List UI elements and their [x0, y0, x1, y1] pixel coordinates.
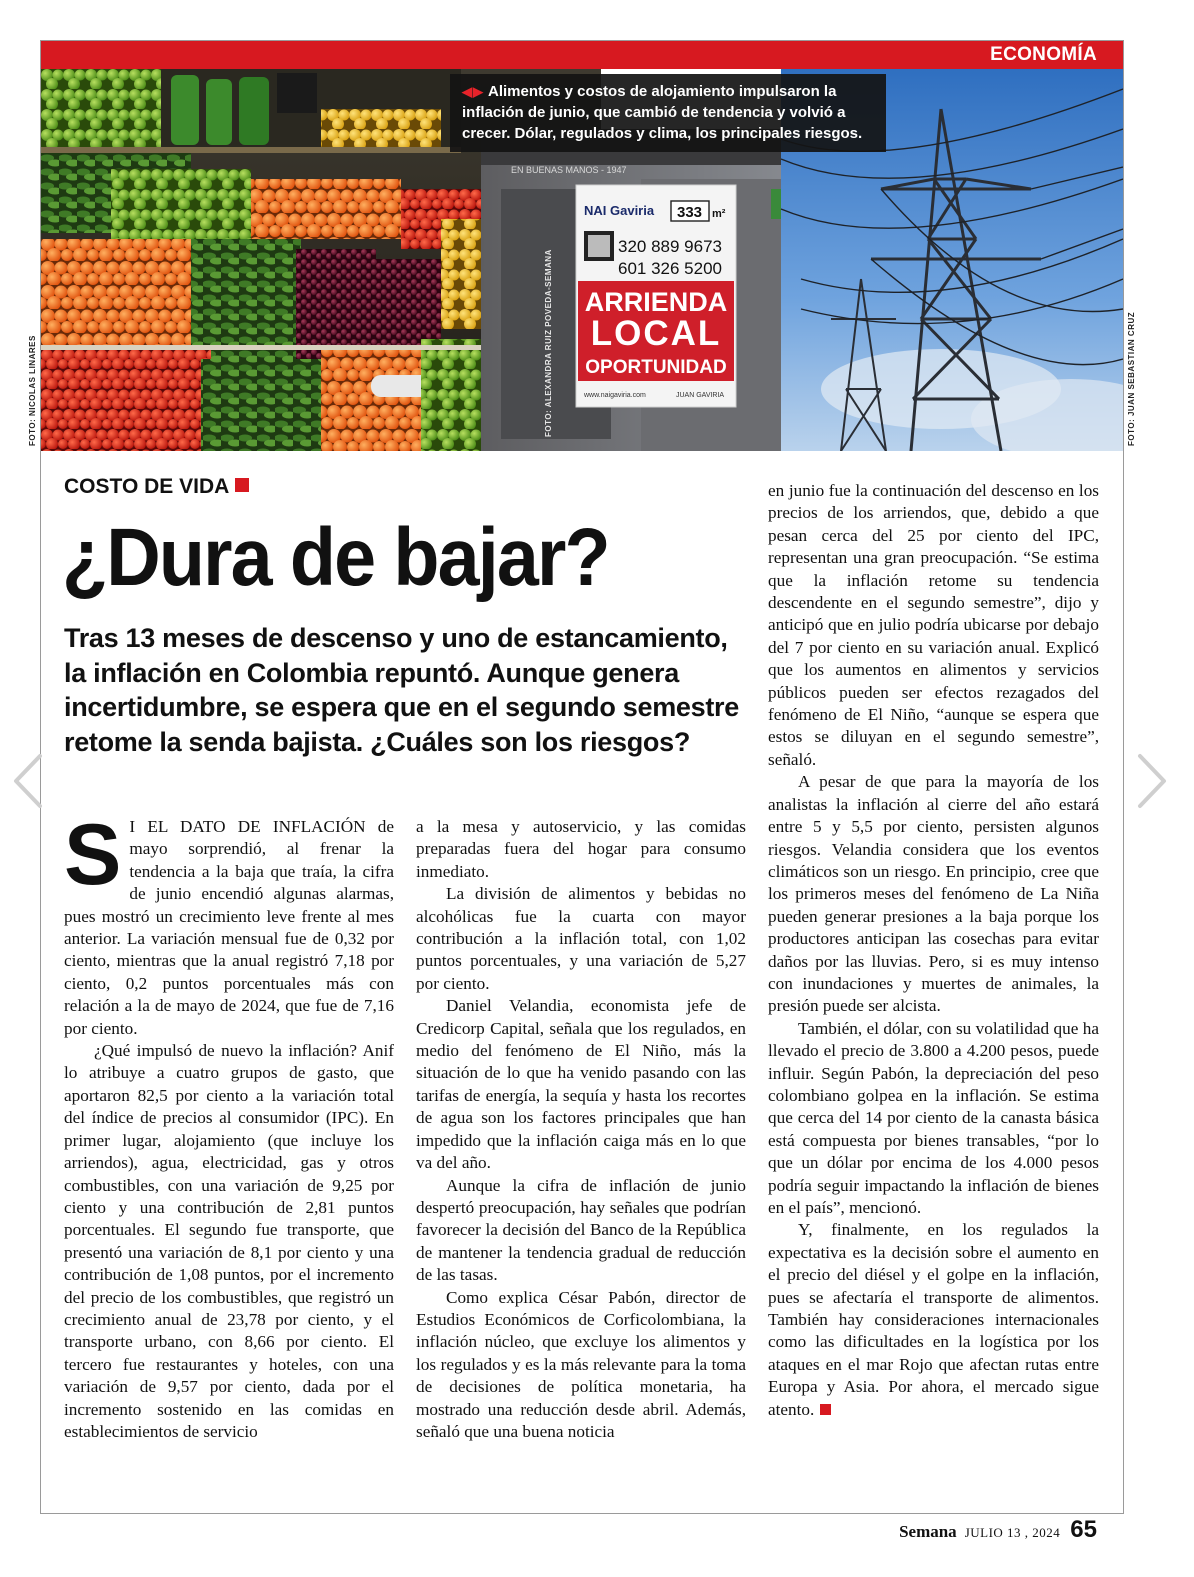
sign-agent: JUAN GAVIRIA	[676, 392, 725, 399]
sign-unit: m²	[712, 208, 726, 220]
kicker-text: COSTO DE VIDA	[64, 475, 230, 498]
sign-line-1: ARRIENDA	[584, 287, 728, 317]
footer-date: JULIO 13 , 2024	[964, 1525, 1061, 1540]
sign-web: www.naigaviria.com	[584, 392, 646, 399]
headline: ¿Dura de bajar?	[62, 512, 609, 603]
paragraph: en junio fue la continuación del descenso en los precios de los arriendos, que, debido a que pesan cerca del 25 por ciento del IPC, representan una gran preocupación. “Se estima que la inflación retome su tendencia descendente en el segundo semestre”, dijo y anticipó que en julio podría ubicarse por debajo del 7 por ciento en su variación anual. Explicó que los aumentos en alimentos y servicios públicos pueden ser efectos rezagados del fenómeno de El Niño, “aunque se espera que estos se diluyan en el segundo semestre”, señaló.	[768, 481, 1099, 769]
sign-phone-2: 601 326 5200	[618, 259, 722, 278]
sign-line-3: OPORTUNIDAD	[585, 357, 727, 378]
chevron-left-icon[interactable]	[8, 752, 48, 810]
paragraph-text: I EL DATO DE INFLACIÓN de mayo sorprendió, al frenar la tendencia a la baja que traía, la cifra de junio encendió algunas alarmas, pues mostró un crecimiento leve frente al mes anterior. La variación mensual fue de 0,32 por ciento, mientras que la anual registró 7,18 por ciento, 0,2 puntos porcentuales más con relación a la de mayo de 2024, que fue de 7,16 por ciento.	[64, 817, 394, 1038]
page-number: 65	[1070, 1516, 1097, 1543]
sign-area: 333	[677, 204, 703, 221]
paragraph	[64, 807, 394, 1040]
photo-credit-left: FOTO: NICOLAS LINARES	[28, 335, 37, 446]
paragraph-text: Y, finalmente, en los regulados la expectativa es la decisión sobre el aumento en el precio del diésel y el golpe en la inflación, pues se afectaría el transporte de alimentos. También hay consideraciones internacionales como las dificultades en la logística por los ataques en el mar Rojo que afectan rutas entre Europa y Asia. Por ahora, el mercado sigue atento.	[768, 1220, 1099, 1419]
page-footer	[899, 1516, 1097, 1544]
chevron-right-icon[interactable]	[1132, 752, 1172, 810]
paragraph: También, el dólar, con su volatilidad que ha llevado el precio de 3.800 a 4.200 pesos, puede influir. Según Pabón, la depreciación del peso colombiano golpea en la inflación. Se estima que cerca del 14 por ciento de la canasta básica está compuesta por bienes transables, “por lo que un dólar por encima de los 4.000 pesos podría seguir impactando la inflación de bienes en el país”, mencionó.	[768, 1018, 1099, 1217]
photo-credit-middle: FOTO: ALEXANDRA RUIZ POVEDA-SEMANA	[544, 249, 553, 437]
paragraph: La división de alimentos y bebidas no alcohólicas fue la cuarta con mayor contribución a la inflación total, con 1,02 puntos porcentuales, y una variación de 5,27 por ciento.	[416, 884, 746, 993]
paragraph: a la mesa y autoservicio, y las comidas preparadas fuera del hogar para consumo inmediato.	[416, 817, 746, 881]
sign-brand: NAI Gaviria	[584, 203, 655, 218]
section-bar	[41, 41, 1123, 69]
kicker	[64, 475, 249, 499]
shop-text: EN BUENAS MANOS - 1947	[511, 165, 627, 175]
paragraph: A pesar de que para la mayoría de los analistas la inflación al cierre del año estará entre 5 y 5,5 por ciento, persisten algunos riesgos. Velandia considera que los eventos climáticos son un riesgo. En principio, cree que los primeros meses del fenómeno de La Niña pueden generar presiones a la baja porque los productores anticipan las cosechas para evitar daños por las lluvias. Pero, si es muy intenso con inundaciones y muertes de animales, la presión puede ser alcista.	[768, 772, 1099, 1016]
paragraph: Daniel Velandia, economista jefe de Credicorp Capital, señala que los regulados, en medio del fenómeno de El Niño, más la situación de lo que ha venido pasando con las tarifas de energía, la sequía y hasta los recortes de agua son los factores principales que han impedido que la inflación caiga más en lo que va del año.	[416, 996, 746, 1173]
photo-credit-right: FOTO: JUAN SEBASTIAN CRUZ	[1127, 311, 1136, 446]
article-column-3	[768, 480, 1099, 1421]
paragraph: ¿Qué impulsó de nuevo la inflación? Anif lo atribuye a cuatro grupos de gasto, que aportaron 82,5 por ciento a la variación total del índice de precios al consumidor (IPC). En primer lugar, alojamiento (que incluye los arriendos), agua, electricidad, gas y otros combustibles, con una variación de 9,25 por ciento y una contribución de 2,81 puntos porcentuales. El segundo fue transporte, que presentó una variación de 8,1 por ciento y una contribución de 1,08 puntos, por el incremento del precio de los combustibles, que registró un crecimiento anual de 23,78 por ciento, y el transporte urbano, con 8,66 por ciento. El tercero fue restaurantes y hoteles, con una variación de 9,57 por ciento, dada por el incremento sostenido en las comidas en establecimientos de servicio	[64, 1041, 394, 1441]
paragraph	[768, 1219, 1099, 1421]
photo-caption	[450, 74, 886, 152]
subhead: Tras 13 meses de descenso y uno de estancamiento, la inflación en Colombia repuntó. Aunque genera incertidumbre, se espera que en el segundo semestre retome la senda bajista. ¿Cuáles son los riesgos?	[64, 623, 739, 757]
caption-arrows-icon: ◀▶	[462, 84, 484, 99]
sign-line-2: LOCAL	[590, 314, 722, 353]
photo-caption-text: Alimentos y costos de alojamiento impulsaron la inflación de junio, que cambió de tendencia y volvió a crecer. Dólar, regulados y clima, los principales riesgos.	[462, 83, 863, 142]
hero-photo	[41, 69, 1123, 451]
kicker-square-icon	[235, 478, 249, 492]
section-label: ECONOMÍA	[990, 44, 1097, 65]
footer-brand: Semana	[899, 1522, 957, 1541]
end-mark-icon	[820, 1404, 831, 1415]
sign-phone-1: 320 889 9673	[618, 237, 722, 256]
paragraph: Aunque la cifra de inflación de junio despertó preocupación, hay señales que podrían favorecer la decisión del Banco de la República de mantener la tendencia gradual de reducción de las tasas.	[416, 1175, 746, 1285]
paragraph: Como explica César Pabón, director de Estudios Económicos de Corficolombiana, la inflación núcleo, que excluye los alimentos y los regulados y es la más relevante para la toma de decisiones de política monetaria, ha mostrado una reducción desde abril. Además, señaló que una buena noticia	[416, 1287, 746, 1441]
article-column-1	[64, 807, 394, 1443]
article-column-2	[416, 816, 746, 1443]
dropcap: S	[64, 807, 122, 903]
